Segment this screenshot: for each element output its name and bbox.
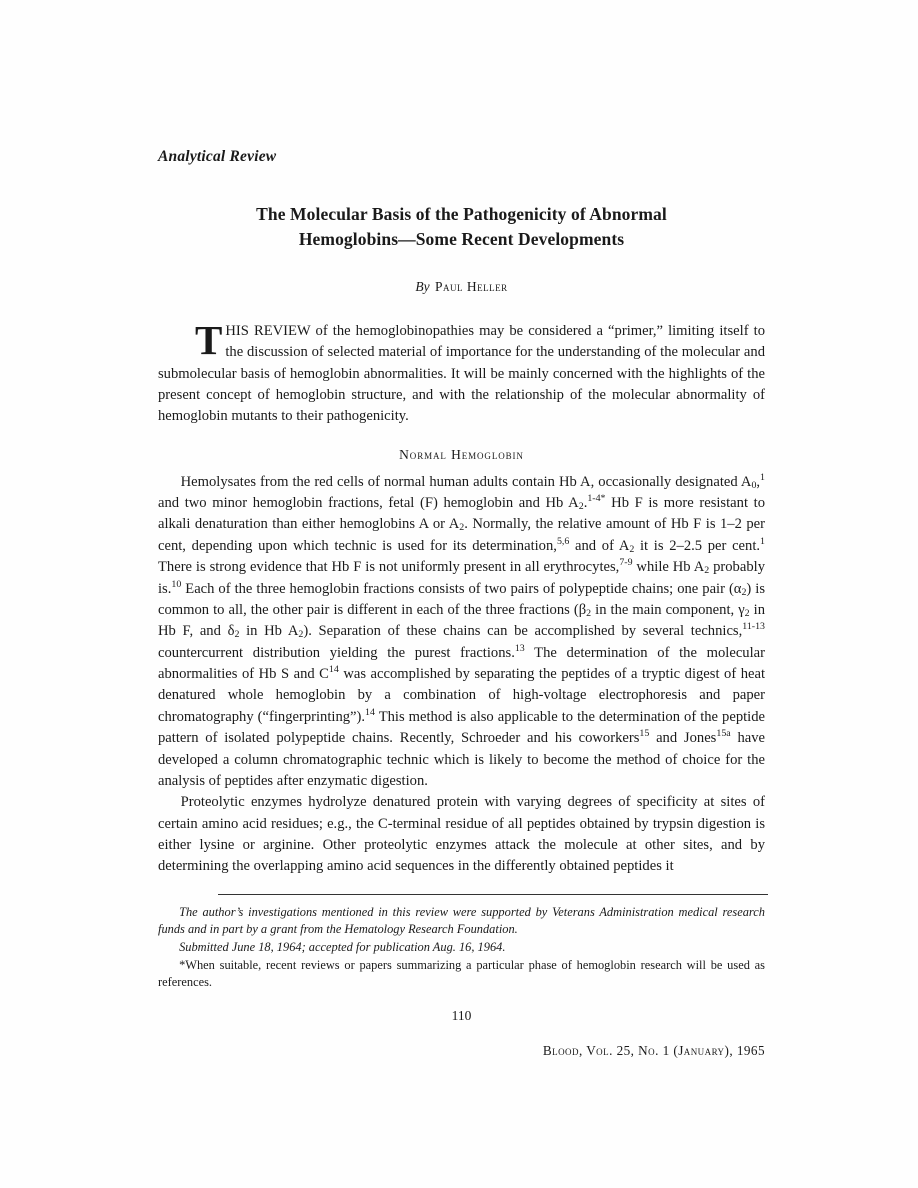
journal-citation: Blood, Vol. 25, No. 1 (January), 1965 — [542, 1042, 765, 1058]
running-head: Analytical Review — [158, 148, 277, 165]
author-name: Paul Heller — [435, 278, 508, 294]
drop-cap: T — [195, 316, 223, 363]
page-content — [158, 148, 765, 1059]
footnote-asterisk-note: *When suitable, recent reviews or papers summarizing a particular phase of hemoglobin research will be used as references. — [158, 957, 765, 990]
footnote-submitted: Submitted June 18, 1964; accepted for publication Aug. 16, 1964. — [179, 939, 506, 954]
section-heading-normal-hemoglobin: Normal Hemoglobin — [399, 446, 524, 462]
lead-paragraph: HIS REVIEW of the hemoglobinopathies may be considered a “primer,” limiting itself to the discussion of selected material of importance for the understanding of the molecular and submolecular basis of hemoglobin abnormalities. It will be mainly concerned with the highlights of the present concept of hemoglobin structure, and with the relationship of the molecular abnormality of hemoglobin mutants to their pathogenicity. — [158, 322, 765, 425]
byline — [158, 279, 765, 295]
footnote-acknowledgment: The author’s investigations mentioned in this review were supported by Veterans Administration medical research funds and in part by a grant from the Hematology Research Foundation. — [158, 904, 765, 937]
title-line-1: The Molecular Basis of the Pathogenicity of Abnormal — [256, 204, 667, 224]
title-line-2: Hemoglobins—Some Recent Developments — [298, 229, 625, 250]
lead-paragraph-block — [158, 316, 765, 428]
proteolytic-enzymes-paragraph: Proteolytic enzymes hydrolyze denatured protein with varying degrees of specificity at sites of certain amino acid residues; e.g., the C-terminal residue of all peptides obtained by trypsin digestion is either lysine or arginine. Other proteolytic enzymes attack the molecule at other sites, and by determining the overlapping amino acid sequences in the differently obtained peptides it — [158, 794, 765, 875]
footnote-divider — [218, 894, 768, 895]
normal-hemoglobin-paragraph: Hemolysates from the red cells of normal human adults contain Hb A, occasionally designated $A_0,^1$ and two minor hemoglobin fractions, fetal (F) hemoglobin and Hb $A_2.^{1-4*}$ Hb F is more resistant to alkali denaturation than either hemoglobins A or $A_2$. Normally, the relative amount of Hb F is 1–2 per cent, depending upon which technic is used for its determination,$^{5,6}$ and of $A_2$ it is 2–2.5 per cent.$^1$ There is strong evidence that Hb F is not uniformly present in all erythrocytes,$^{7-9}$ while Hb $A_2$ probably is.$^{10}$ Each of the three hemoglobin fractions consists of two pairs of polypeptide chains; one pair $(\alpha_2)$ is common to all, the other pair is different in each of the three fractions ($\beta_2$ in the main component, $\gamma_2$ in Hb F, and $\delta_2$ in Hb $A_2$). Separation of these chains can be accomplished by several technics,$^{11-13}$ countercurrent distribution yielding the purest fractions.$^{13}$ The determination of the molecular abnormalities of Hb S and $C^{14}$ was accomplished by separating the peptides of a tryptic digest of heat denatured whole hemoglobin by a combination of high-voltage electrophoresis and paper chromatography (“fingerprinting”).$^{14}$ This method is also applicable to the determination of the peptide pattern of isolated polypeptide chains. Recently, Schroeder and his coworkers$^{15}$ and Jones$^{15a}$ have developed a column chromatographic technic which is likely to become the method of choice for the analysis of peptides after enzymatic digestion. — [158, 471, 766, 789]
page-number: 110 — [451, 1007, 472, 1023]
page-title — [158, 202, 765, 253]
footnotes — [158, 904, 765, 992]
byline-prefix: By — [415, 278, 430, 294]
